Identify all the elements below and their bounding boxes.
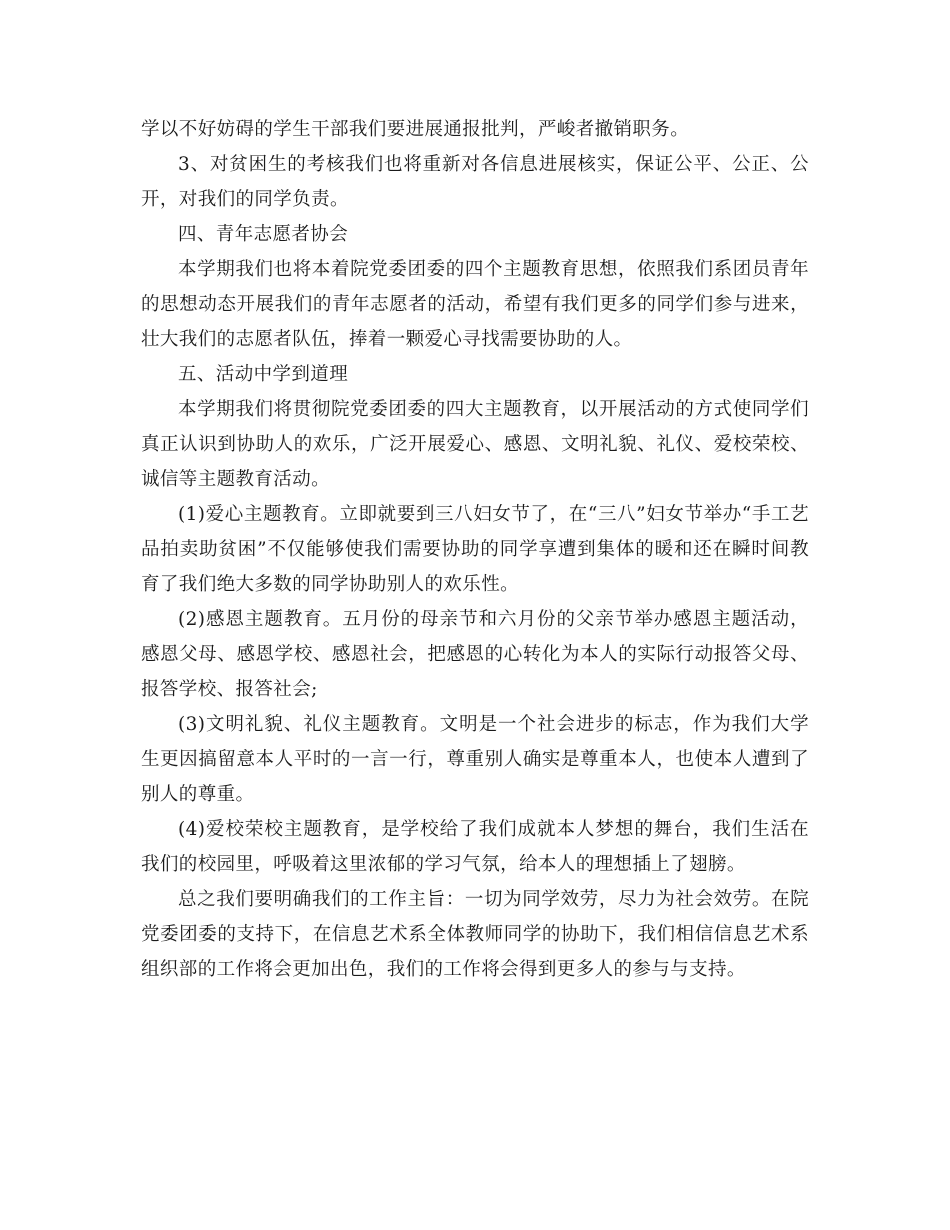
paragraph-item-school-pride: (4)爱校荣校主题教育，是学校给了我们成就本人梦想的舞台，我们生活在我们的校园里，呼吸着这里浓郁的学习气氛，给本人的理想插上了翅膀。 [141, 819, 809, 875]
paragraph-item-gratitude: (2)感恩主题教育。五月份的母亲节和六月份的父亲节举办感恩主题活动，感恩父母、感恩学校、感恩社会，把感恩的心转化为本人的实际行动报答父母、报答学校、报答社会; [141, 609, 809, 700]
paragraph-continuation: 学以不好妨碍的学生干部我们要进展通报批判，严峻者撤销职务。 [141, 119, 690, 140]
paragraph-item-3: 3、对贫困生的考核我们也将重新对各信息进展核实，保证公平、公正、公开，对我们的同学负责。 [141, 154, 809, 210]
section-heading-5: 五、活动中学到道理 [178, 364, 349, 385]
paragraph-conclusion: 总之我们要明确我们的工作主旨：一切为同学效劳，尽力为社会效劳。在院党委团委的支持下，在信息艺术系全体教师同学的协助下，我们相信信息艺术系组织部的工作将会更加出色，我们的工作将会得到更多人的参与与支持。 [141, 889, 809, 980]
paragraph-item-love: (1)爱心主题教育。立即就要到三八妇女节了，在“三八”妇女节举办“手工艺品拍卖助贫困”不仅能够使我们需要协助的同学享遭到集体的暖和还在瞬时间教育了我们绝大多数的同学协助别人的欢乐性。 [141, 504, 809, 595]
paragraph-item-civility: (3)文明礼貌、礼仪主题教育。文明是一个社会进步的标志，作为我们大学生更因搞留意本人平时的一言一行，尊重别人确实是尊重本人，也使本人遭到了别人的尊重。 [141, 714, 809, 805]
paragraph-activities: 本学期我们将贯彻院党委团委的四大主题教育，以开展活动的方式使同学们真正认识到协助人的欢乐，广泛开展爱心、感恩、文明礼貌、礼仪、爱校荣校、诚信等主题教育活动。 [141, 399, 809, 490]
section-heading-4: 四、青年志愿者协会 [178, 224, 349, 245]
paragraph-volunteer: 本学期我们也将本着院党委团委的四个主题教育思想，依照我们系团员青年的思想动态开展我们的青年志愿者的活动，希望有我们更多的同学们参与进来，壮大我们的志愿者队伍，捧着一颗爱心寻找需要协助的人。 [141, 259, 809, 350]
document-body [141, 112, 809, 987]
